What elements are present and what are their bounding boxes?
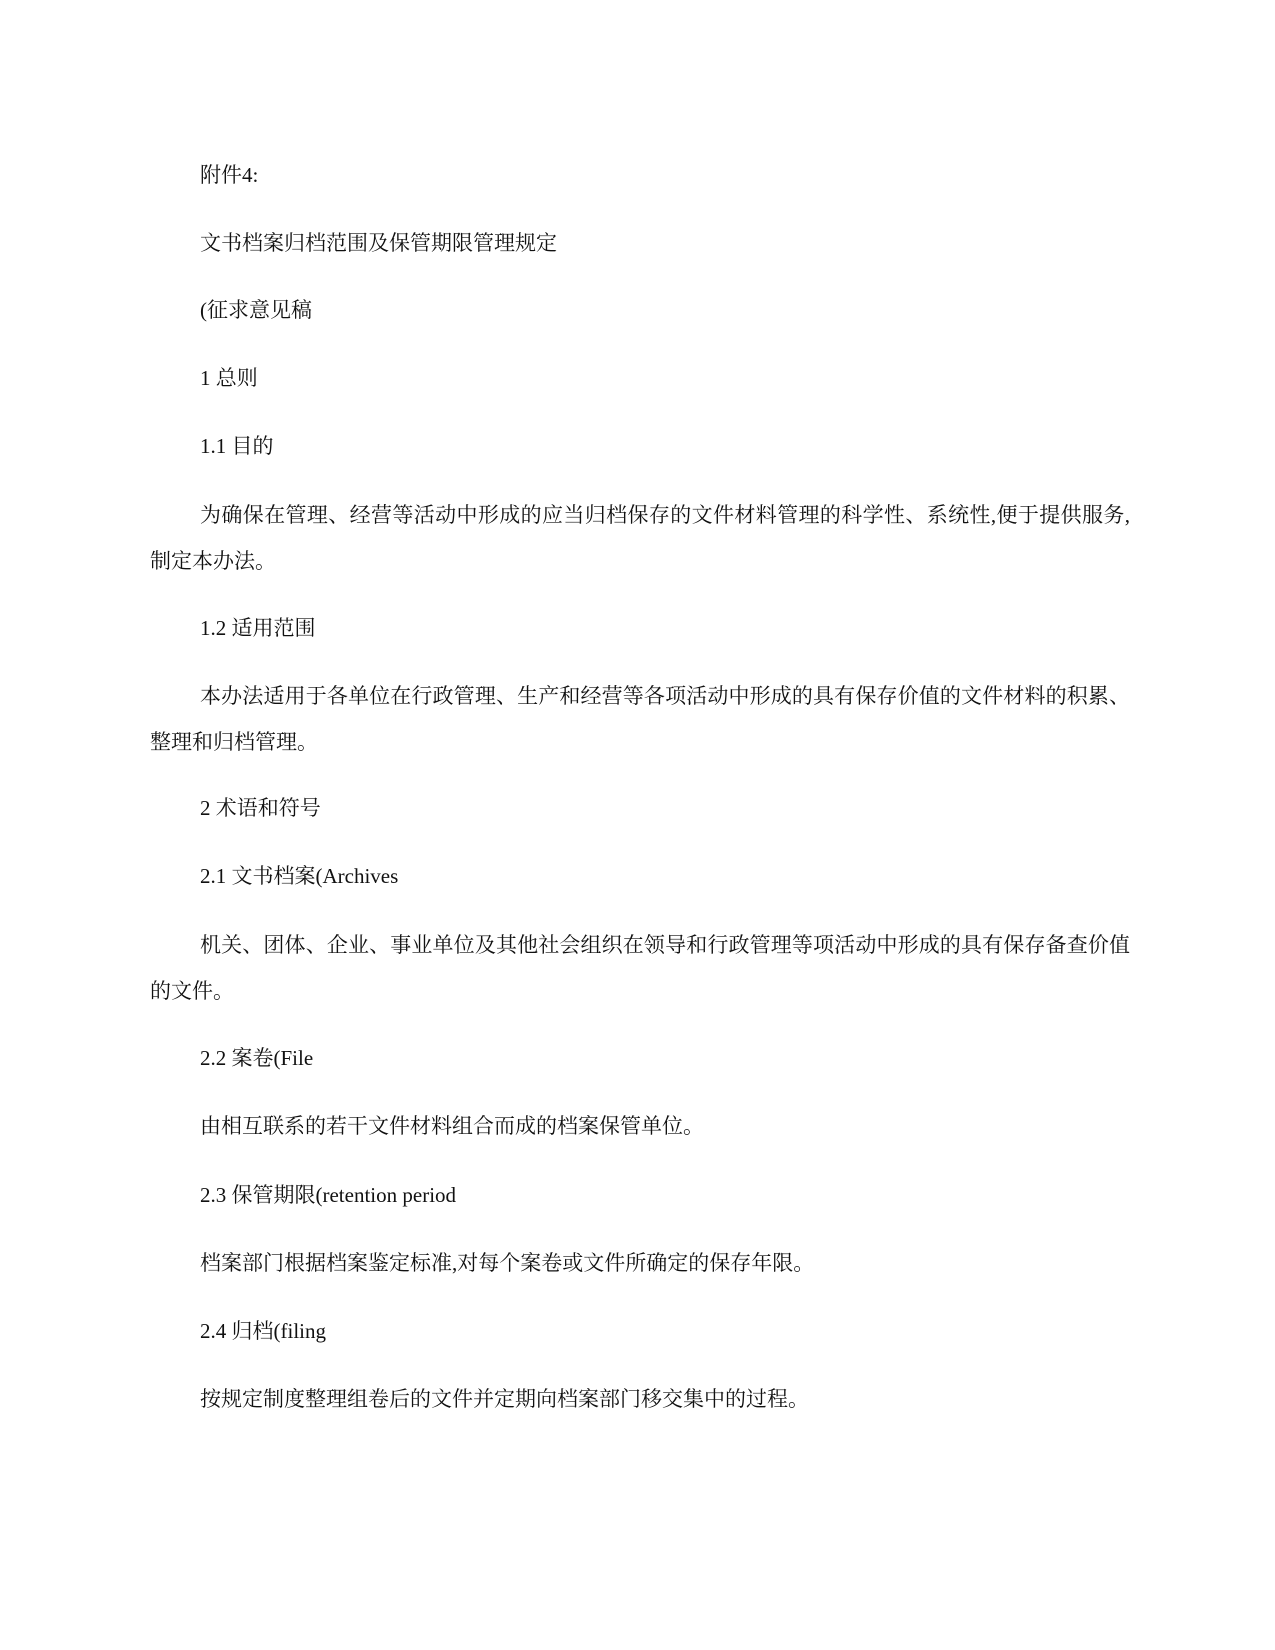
section-2-heading: 2 术语和符号 (200, 796, 321, 820)
section-2-3-body: 档案部门根据档案鉴定标准,对每个案卷或文件所确定的保存年限。 (200, 1251, 815, 1275)
section-2-4-body: 按规定制度整理组卷后的文件并定期向档案部门移交集中的过程。 (200, 1387, 809, 1411)
section-2-3-heading: 2.3 保管期限(retention period (200, 1183, 457, 1207)
section-1-1-body: 为确保在管理、经营等活动中形成的应当归档保存的文件材料管理的科学性、系统性,便于提供服务,制定本办法。 (150, 503, 1130, 573)
attachment-label: 附件4: (200, 163, 259, 187)
section-2-2-body: 由相互联系的若干文件材料组合而成的档案保管单位。 (200, 1114, 704, 1138)
section-1-1-heading: 1.1 目的 (200, 434, 274, 458)
section-1-heading: 1 总则 (200, 366, 258, 390)
section-2-4-heading: 2.4 归档(filing (200, 1319, 326, 1343)
document-title: 文书档案归档范围及保管期限管理规定 (200, 231, 557, 255)
section-2-2-heading: 2.2 案卷(File (200, 1046, 314, 1070)
draft-note: (征求意见稿 (200, 298, 312, 322)
section-1-2-heading: 1.2 适用范围 (200, 616, 316, 640)
section-2-1-body: 机关、团体、企业、事业单位及其他社会组织在领导和行政管理等项活动中形成的具有保存备查价值的文件。 (150, 933, 1130, 1003)
section-2-1-heading: 2.1 文书档案(Archives (200, 864, 399, 888)
section-1-2-body: 本办法适用于各单位在行政管理、生产和经营等各项活动中形成的具有保存价值的文件材料的积累、整理和归档管理。 (150, 684, 1130, 754)
